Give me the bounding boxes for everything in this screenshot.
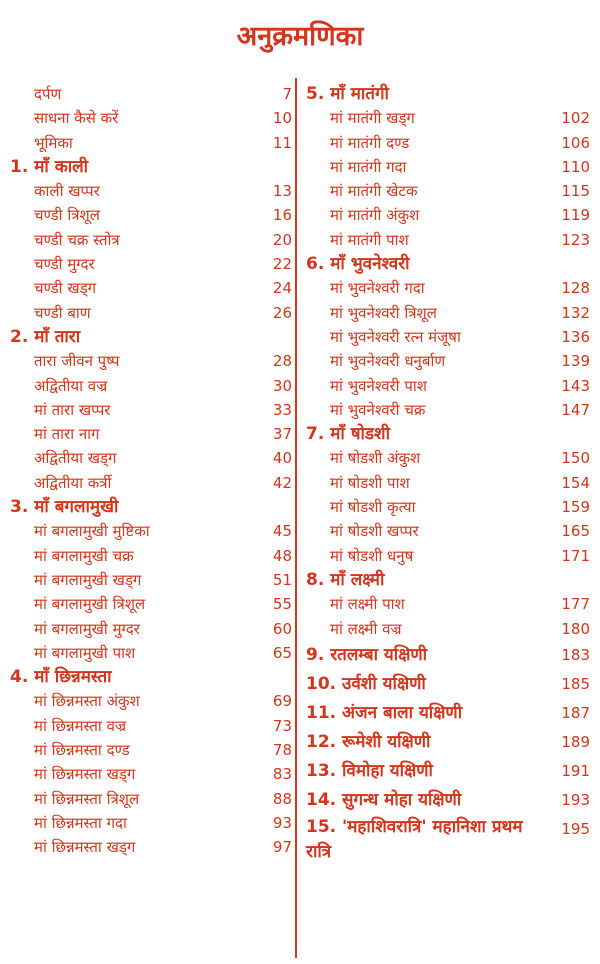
entry-title: मां छिन्नमस्ता दण्ड xyxy=(34,741,130,760)
toc-entry xyxy=(10,762,292,786)
toc-entry xyxy=(306,276,590,300)
entry-title: 1. माँ काली xyxy=(10,156,89,177)
section-heading xyxy=(10,155,292,179)
page-number: 73 xyxy=(272,716,292,735)
entry-title: मां षोडशी पाश xyxy=(330,473,410,492)
entry-title: साधना कैसे करें xyxy=(34,109,119,128)
entry-title: मां षोडशी अंकुश xyxy=(330,449,421,468)
page-number: 193 xyxy=(561,790,590,809)
entry-title: दर्पण xyxy=(34,85,62,103)
page-number: 51 xyxy=(272,570,292,589)
entry-title: मां मातंगी पाश xyxy=(330,230,409,249)
entry-title: चण्डी मुग्दर xyxy=(34,255,95,274)
page-number: 136 xyxy=(561,327,590,346)
page-number: 97 xyxy=(272,838,292,857)
page-number: 7 xyxy=(282,85,292,103)
entry-title: 5. माँ मातंगी xyxy=(306,84,389,104)
toc-entry xyxy=(10,544,292,568)
entry-title: मां लक्ष्मी पाश xyxy=(330,595,405,614)
page-number: 37 xyxy=(272,425,292,444)
entry-title: चण्डी खड्ग xyxy=(34,279,97,298)
page-number: 180 xyxy=(561,619,590,638)
page-number: 20 xyxy=(272,230,292,249)
toc-entry xyxy=(306,786,590,815)
toc-entry xyxy=(306,670,590,699)
page-number: 183 xyxy=(561,645,590,664)
toc-entry xyxy=(10,106,292,130)
toc-entry xyxy=(10,398,292,422)
toc-entry xyxy=(10,471,292,495)
entry-title: 9. रतलम्बा यक्षिणी xyxy=(306,644,428,665)
entry-title: 8. माँ लक्ष्मी xyxy=(306,569,385,590)
page-number: 119 xyxy=(561,206,590,225)
entry-title: मां छिन्नमस्ता त्रिशूल xyxy=(34,789,140,808)
page-number: 24 xyxy=(272,279,292,298)
page-number: 195 xyxy=(561,819,590,838)
entry-title: मां बगलामुखी चक्र xyxy=(34,546,134,565)
entry-title: मां षोडशी खप्पर xyxy=(330,522,419,541)
toc-entry xyxy=(306,592,590,616)
page-number: 60 xyxy=(272,619,292,638)
entry-title: मां मातंगी खेटक xyxy=(330,182,418,201)
toc-entry xyxy=(306,325,590,349)
toc-entry xyxy=(10,131,292,155)
toc-entry xyxy=(10,592,292,616)
toc-entry xyxy=(306,374,590,398)
page-number: 165 xyxy=(561,522,590,541)
toc-entry xyxy=(10,835,292,859)
entry-title: मां मातंगी खड्ग xyxy=(330,109,415,128)
page-number: 106 xyxy=(561,133,590,152)
toc-entry xyxy=(306,398,590,422)
page-number: 69 xyxy=(272,692,292,711)
page-number: 45 xyxy=(272,522,292,541)
entry-title: मां भुवनेश्वरी त्रिशूल xyxy=(330,303,437,322)
entry-title: मां मातंगी दण्ड xyxy=(330,133,410,152)
column-divider xyxy=(295,78,297,958)
entry-title: काली खप्पर xyxy=(34,182,100,201)
page-number: 11 xyxy=(272,133,292,152)
entry-title: 13. विमोहा यक्षिणी xyxy=(306,760,433,781)
toc-entry xyxy=(10,738,292,762)
page-number: 154 xyxy=(561,473,590,492)
entry-title: मां षोडशी धनुष xyxy=(330,546,414,565)
toc-entry xyxy=(10,252,292,276)
toc-entry xyxy=(10,617,292,641)
toc-entry xyxy=(306,495,590,519)
toc-entry xyxy=(10,276,292,300)
page-title: अनुक्रमणिका xyxy=(236,21,364,52)
entry-title: चण्डी बाण xyxy=(34,303,91,322)
entry-title: मां भुवनेश्वरी पाश xyxy=(330,376,427,395)
entry-title: मां छिन्नमस्ता अंकुश xyxy=(34,692,140,711)
page-number: 143 xyxy=(561,376,590,395)
entry-title: तारा जीवन पुष्प xyxy=(34,352,120,371)
entry-title: 2. माँ तारा xyxy=(10,326,81,347)
entry-title: 10. उर्वशी यक्षिणी xyxy=(306,673,426,694)
toc-entry xyxy=(10,422,292,446)
page-number: 65 xyxy=(272,643,292,662)
toc-entry xyxy=(10,689,292,713)
entry-title: अद्वितीया कर्त्री xyxy=(34,473,112,492)
entry-title: मां बगलामुखी पाश xyxy=(34,643,136,662)
entry-title: अद्वितीया वज्र xyxy=(34,376,108,395)
entry-title: मां षोडशी कृत्या xyxy=(330,498,416,517)
page-number: 33 xyxy=(272,400,292,419)
toc-entry xyxy=(306,519,590,543)
section-heading xyxy=(10,665,292,689)
entry-title: मां बगलामुखी त्रिशूल xyxy=(34,595,146,614)
toc-entry xyxy=(10,568,292,592)
toc-entry xyxy=(10,228,292,252)
contents-column-right xyxy=(306,82,590,865)
entry-title: मां भुवनेश्वरी चक्र xyxy=(330,400,426,419)
entry-title: 3. माँ बगलामुखी xyxy=(10,497,119,518)
toc-entry xyxy=(10,811,292,835)
toc-entry xyxy=(10,301,292,325)
entry-title: 15. 'महाशिवरात्रि' महानिशा प्रथम रात्रि xyxy=(306,816,523,862)
toc-entry xyxy=(306,131,590,155)
page-number: 191 xyxy=(561,761,590,780)
toc-entry xyxy=(306,155,590,179)
contents-column-left xyxy=(10,82,292,860)
toc-entry xyxy=(10,349,292,373)
toc-entry xyxy=(10,179,292,203)
page-number: 30 xyxy=(272,376,292,395)
page-number: 115 xyxy=(561,182,590,201)
entry-title: 12. रूमेशी यक्षिणी xyxy=(306,731,431,752)
toc-entry xyxy=(306,757,590,786)
entry-title: 4. माँ छिन्नमस्ता xyxy=(10,667,112,688)
toc-entry xyxy=(306,699,590,728)
toc-entry xyxy=(306,228,590,252)
entry-title: मां तारा नाग xyxy=(34,425,100,444)
page-number: 110 xyxy=(561,157,590,176)
page-number: 10 xyxy=(272,109,292,128)
toc-entry xyxy=(306,617,590,641)
entry-title: मां मातंगी अंकुश xyxy=(330,206,420,225)
entry-title: मां तारा खप्पर xyxy=(34,400,111,419)
page-number: 40 xyxy=(272,449,292,468)
page-number: 78 xyxy=(272,741,292,760)
entry-title: मां छिन्नमस्ता गदा xyxy=(34,813,127,832)
entry-title: मां छिन्नमस्ता वज्र xyxy=(34,716,127,735)
entry-title: मां छिन्नमस्ता खड्ग xyxy=(34,838,136,857)
toc-entry xyxy=(10,519,292,543)
entry-title: मां भुवनेश्वरी रत्न मंजूषा xyxy=(330,327,461,346)
page-number: 132 xyxy=(561,303,590,322)
toc-entry xyxy=(10,641,292,665)
page-number: 93 xyxy=(272,813,292,832)
page-number: 147 xyxy=(561,400,590,419)
section-heading xyxy=(306,252,590,276)
entry-title: 7. माँ षोडशी xyxy=(306,424,390,445)
page-number: 26 xyxy=(272,303,292,322)
page-number: 22 xyxy=(272,255,292,274)
page-number: 55 xyxy=(272,595,292,614)
toc-entry xyxy=(10,446,292,470)
entry-title: चण्डी त्रिशूल xyxy=(34,206,100,225)
toc-entry xyxy=(10,203,292,227)
page-number: 88 xyxy=(272,789,292,808)
page-number: 177 xyxy=(561,595,590,614)
page-number: 123 xyxy=(561,230,590,249)
entry-title: मां मातंगी गदा xyxy=(330,157,407,176)
entry-title: भूमिका xyxy=(34,133,73,152)
toc-entry xyxy=(306,446,590,470)
entry-title: 14. सुगन्ध मोहा यक्षिणी xyxy=(306,789,462,810)
page-number: 187 xyxy=(561,703,590,722)
toc-entry xyxy=(306,641,590,670)
entry-title: मां बगलामुखी खड्ग xyxy=(34,570,142,589)
entry-title: चण्डी चक्र स्तोत्र xyxy=(34,230,120,249)
toc-entry xyxy=(306,349,590,373)
entry-title: 11. अंजन बाला यक्षिणी xyxy=(306,702,463,723)
page-number: 42 xyxy=(272,473,292,492)
entry-title: मां भुवनेश्वरी धनुर्बाण xyxy=(330,352,446,371)
toc-entry xyxy=(306,815,590,865)
entry-title: अद्वितीया खड्ग xyxy=(34,449,117,468)
page-number: 13 xyxy=(272,182,292,201)
section-heading xyxy=(306,568,590,592)
toc-entry xyxy=(306,728,590,757)
page-number: 171 xyxy=(561,546,590,565)
section-heading xyxy=(10,325,292,349)
section-heading xyxy=(10,495,292,519)
page-number: 189 xyxy=(561,732,590,751)
section-heading xyxy=(306,422,590,446)
page-number: 83 xyxy=(272,765,292,784)
entry-title: मां लक्ष्मी वज्र xyxy=(330,619,402,638)
page-number: 102 xyxy=(561,109,590,128)
page-number: 16 xyxy=(272,206,292,225)
toc-entry xyxy=(10,787,292,811)
toc-entry xyxy=(10,82,292,106)
toc-entry xyxy=(306,301,590,325)
page-number: 185 xyxy=(561,674,590,693)
page-number: 28 xyxy=(272,352,292,371)
entry-title: मां बगलामुखी मुग्दर xyxy=(34,619,140,638)
entry-title: मां भुवनेश्वरी गदा xyxy=(330,279,425,298)
entry-title: मां बगलामुखी मुष्टिका xyxy=(34,522,150,541)
toc-entry xyxy=(306,203,590,227)
toc-entry xyxy=(10,714,292,738)
page-number: 159 xyxy=(561,498,590,517)
entry-title: 6. माँ भुवनेश्वरी xyxy=(306,254,410,275)
page-number: 150 xyxy=(561,449,590,468)
toc-entry xyxy=(306,106,590,130)
toc-entry xyxy=(306,471,590,495)
toc-entry xyxy=(306,544,590,568)
section-heading xyxy=(306,82,590,106)
toc-entry xyxy=(306,179,590,203)
page-number: 48 xyxy=(272,546,292,565)
entry-title: मां छिन्नमस्ता खड्ग xyxy=(34,765,136,784)
page-number: 128 xyxy=(561,279,590,298)
toc-entry xyxy=(10,374,292,398)
page-number: 139 xyxy=(561,352,590,371)
